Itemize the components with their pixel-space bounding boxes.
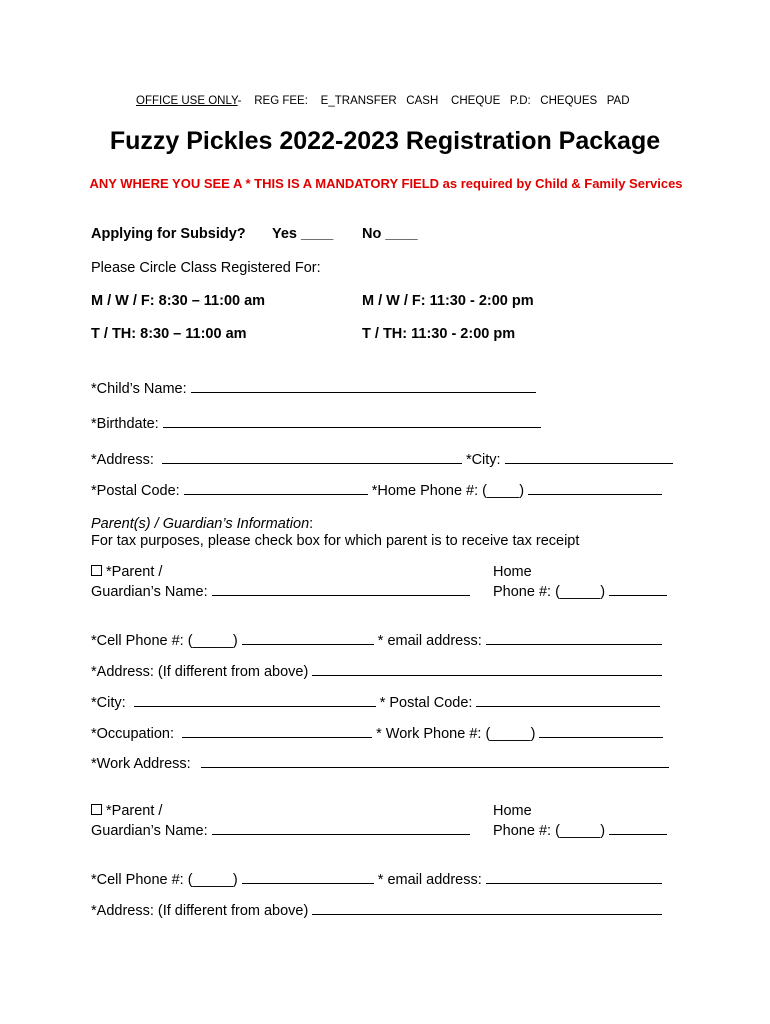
parent1-work-phone-label: * Work Phone #: (_____) bbox=[376, 726, 536, 742]
parents-header bbox=[91, 516, 313, 532]
parent2-address-field[interactable] bbox=[312, 900, 662, 915]
child-address-label: *Address: bbox=[91, 452, 154, 468]
parent2-cell-field[interactable] bbox=[242, 869, 374, 884]
parent1-name-field[interactable] bbox=[212, 581, 470, 596]
parent2-email-label: * email address: bbox=[377, 872, 482, 888]
parent1-address-field[interactable] bbox=[312, 661, 662, 676]
child-postal-row bbox=[91, 480, 662, 499]
parent1-postal-field[interactable] bbox=[476, 692, 660, 707]
parent2-name-label-2: Guardian’s Name: bbox=[91, 823, 208, 839]
parent1-email-field[interactable] bbox=[486, 630, 662, 645]
parent2-home-phone-field[interactable] bbox=[609, 820, 667, 835]
parent2-name-row bbox=[91, 802, 491, 840]
child-postal-label: *Postal Code: bbox=[91, 483, 180, 499]
child-address-field[interactable] bbox=[162, 449, 462, 464]
parent2-home-phone-row bbox=[493, 802, 693, 840]
parent1-home-label-2: Phone #: (_____) bbox=[493, 584, 606, 600]
parent1-cell-row bbox=[91, 630, 662, 649]
subsidy-no[interactable]: No ____ bbox=[362, 226, 418, 242]
birthdate-label: *Birthdate: bbox=[91, 416, 159, 432]
child-home-phone-label: *Home Phone #: (____) bbox=[371, 483, 525, 499]
office-use-header bbox=[136, 95, 630, 107]
parent1-city-row bbox=[91, 692, 660, 711]
parent2-name-field[interactable] bbox=[212, 820, 470, 835]
class-mwf-morning[interactable]: M / W / F: 8:30 – 11:00 am bbox=[91, 293, 266, 309]
child-city-field[interactable] bbox=[505, 449, 673, 464]
parent2-cell-label: *Cell Phone #: (_____) bbox=[91, 872, 238, 888]
parent1-home-phone-field[interactable] bbox=[609, 581, 667, 596]
parents-header-colon: : bbox=[309, 516, 314, 532]
subsidy-yes[interactable]: Yes ____ bbox=[272, 226, 334, 242]
parent2-address-label: *Address: (If different from above) bbox=[91, 903, 309, 919]
parent2-home-label-2: Phone #: (_____) bbox=[493, 823, 606, 839]
parent1-home-phone-row bbox=[493, 563, 693, 601]
parent2-name-label-1: *Parent / bbox=[106, 803, 163, 819]
parent1-city-field[interactable] bbox=[134, 692, 376, 707]
parent1-cell-field[interactable] bbox=[242, 630, 374, 645]
child-postal-field[interactable] bbox=[184, 480, 368, 495]
parent1-address-label: *Address: (If different from above) bbox=[91, 664, 309, 680]
subsidy-label: Applying for Subsidy? bbox=[91, 226, 246, 242]
child-home-phone-field[interactable] bbox=[528, 480, 662, 495]
class-tth-morning[interactable]: T / TH: 8:30 – 11:00 am bbox=[91, 326, 247, 342]
parent1-name-row bbox=[91, 563, 491, 601]
parent1-postal-label: * Postal Code: bbox=[379, 695, 473, 711]
parent1-address-row bbox=[91, 661, 662, 680]
parent1-cell-label: *Cell Phone #: (_____) bbox=[91, 633, 238, 649]
parent1-name-label-2: Guardian’s Name: bbox=[91, 584, 208, 600]
parent2-home-label-1: Home bbox=[493, 803, 532, 819]
child-name-label: *Child’s Name: bbox=[91, 381, 187, 397]
class-prompt: Please Circle Class Registered For: bbox=[91, 260, 321, 276]
parent2-address-row bbox=[91, 900, 662, 919]
parent1-home-label-1: Home bbox=[493, 564, 532, 580]
page-title: Fuzzy Pickles 2022-2023 Registration Package bbox=[109, 127, 661, 155]
parent1-work-address-row bbox=[91, 753, 669, 772]
parent2-email-field[interactable] bbox=[486, 869, 662, 884]
parent1-work-address-field[interactable] bbox=[201, 753, 669, 768]
parent1-occupation-row bbox=[91, 723, 663, 742]
parent1-email-label: * email address: bbox=[377, 633, 482, 649]
mandatory-notice: ANY WHERE YOU SEE A * THIS IS A MANDATORY FIELD as required by Child & Family Services bbox=[89, 176, 683, 191]
parent1-occupation-field[interactable] bbox=[182, 723, 372, 738]
birthdate-field[interactable] bbox=[163, 413, 541, 428]
parents-header-title: Parent(s) / Guardian’s Information bbox=[91, 516, 310, 532]
office-use-label: OFFICE USE ONLY bbox=[136, 95, 238, 107]
parent1-occupation-label: *Occupation: bbox=[91, 726, 175, 742]
parent2-cell-row bbox=[91, 869, 662, 888]
parent1-work-address-label: *Work Address: bbox=[91, 756, 191, 772]
child-address-row bbox=[91, 449, 673, 468]
child-name-row bbox=[91, 378, 536, 397]
tax-instruction: For tax purposes, please check box for which parent is to receive tax receipt bbox=[91, 533, 580, 549]
class-mwf-afternoon[interactable]: M / W / F: 11:30 - 2:00 pm bbox=[362, 293, 534, 309]
parent1-name-label-1: *Parent / bbox=[106, 564, 163, 580]
parent1-work-phone-field[interactable] bbox=[539, 723, 663, 738]
birthdate-row bbox=[91, 413, 541, 432]
parent1-tax-checkbox[interactable] bbox=[91, 565, 102, 576]
office-use-fields: - REG FEE: E_TRANSFER CASH CHEQUE P.D: CHEQUES PAD bbox=[237, 95, 630, 107]
parent2-tax-checkbox[interactable] bbox=[91, 804, 102, 815]
child-city-label: *City: bbox=[465, 452, 501, 468]
class-tth-afternoon[interactable]: T / TH: 11:30 - 2:00 pm bbox=[362, 326, 516, 342]
child-name-field[interactable] bbox=[191, 378, 536, 393]
parent1-city-label: *City: bbox=[91, 695, 126, 711]
